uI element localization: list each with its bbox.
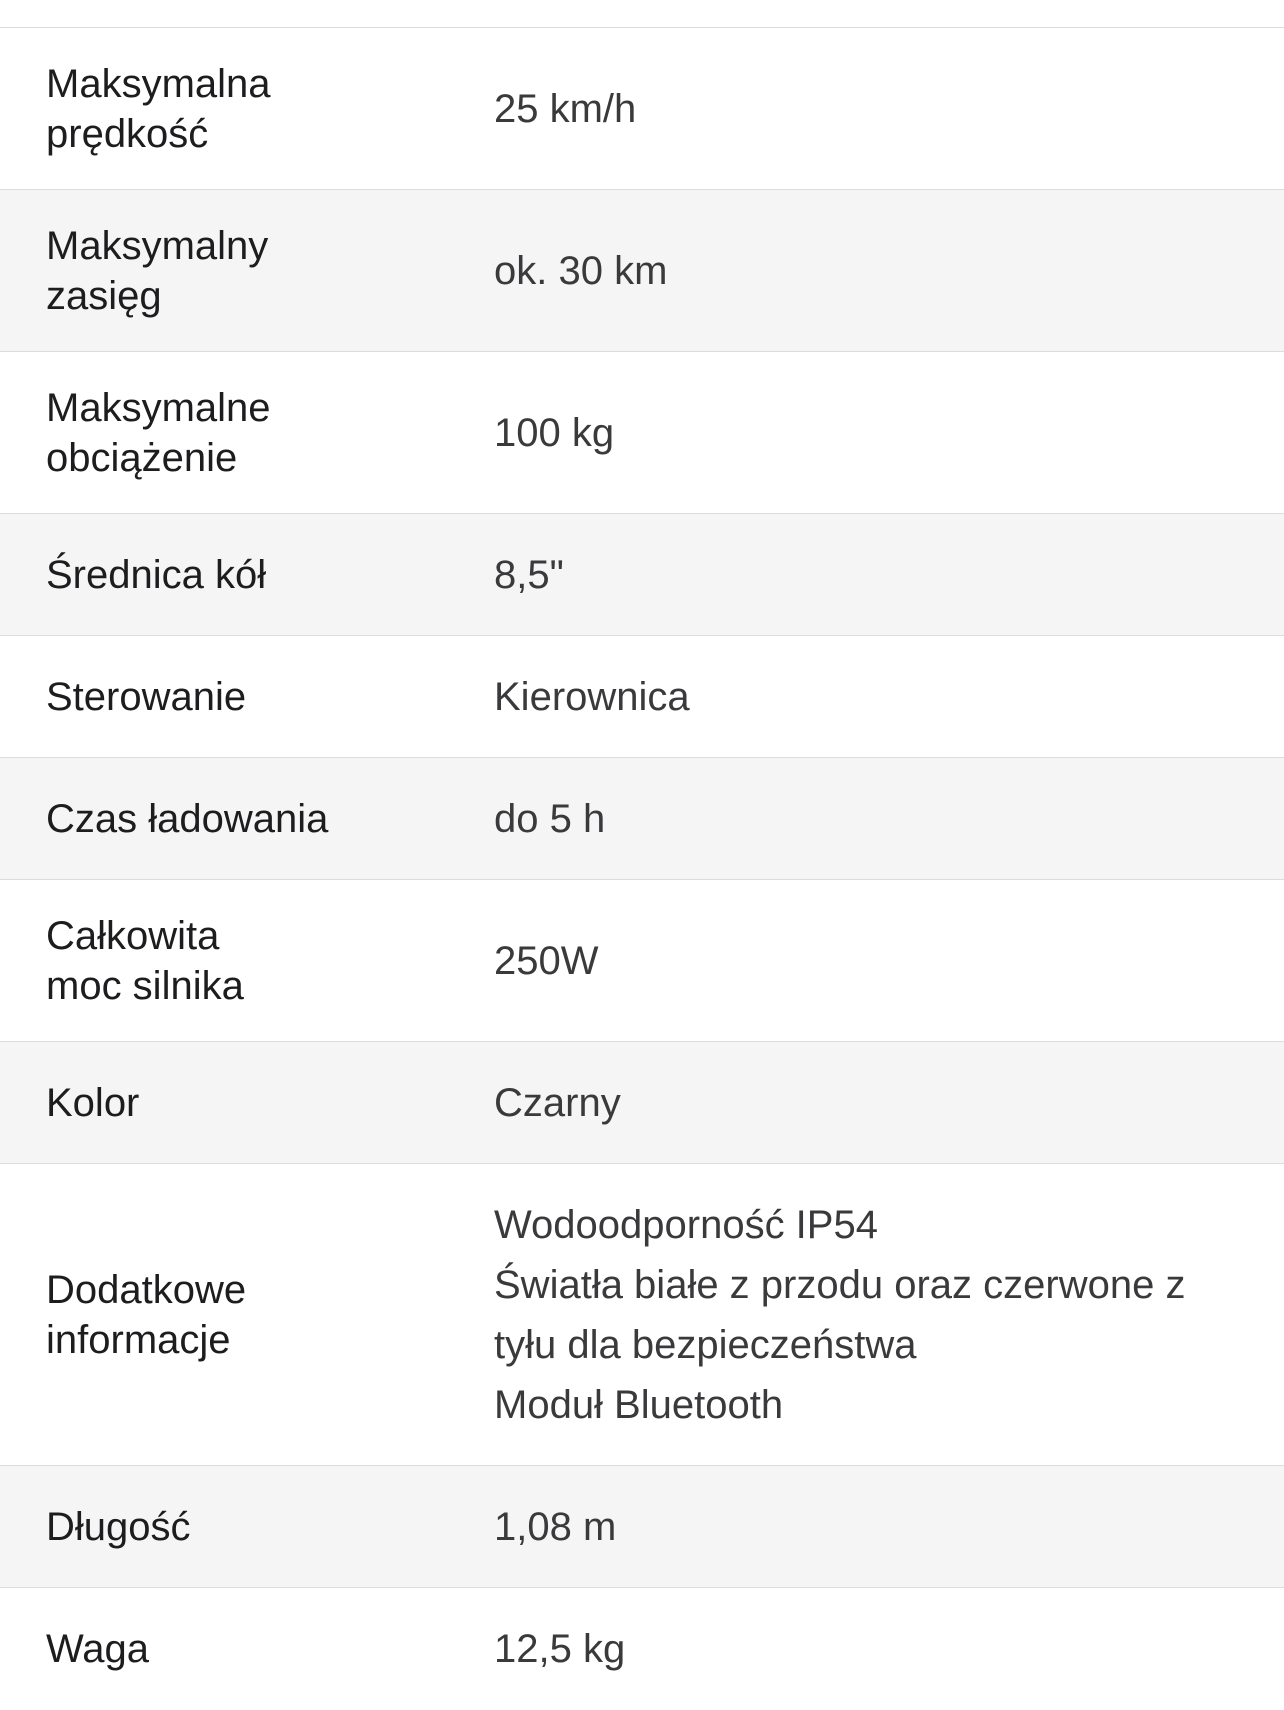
spec-label: Dodatkowe informacje	[46, 1267, 247, 1362]
specification-table	[0, 28, 1284, 1710]
spec-row-length	[0, 1466, 1284, 1588]
spec-label: Całkowita moc silnika	[46, 913, 244, 1008]
spec-row-motor-power	[0, 880, 1284, 1042]
spec-row-max-range	[0, 190, 1284, 352]
spec-row-steering	[0, 636, 1284, 758]
spec-row-weight	[0, 1588, 1284, 1710]
spec-label: Średnica kół	[46, 552, 267, 597]
spec-row-max-speed	[0, 28, 1284, 190]
spec-value: 100 kg	[494, 410, 615, 455]
spec-value: Kierownica	[494, 674, 690, 719]
spec-value: do 5 h	[494, 796, 606, 841]
spec-row-charging-time	[0, 758, 1284, 880]
spec-label: Maksymalny zasięg	[46, 223, 269, 318]
spec-label: Sterowanie	[46, 674, 247, 719]
spec-label: Czas ładowania	[46, 796, 329, 841]
spec-row-wheel-diameter	[0, 514, 1284, 636]
spec-value: 1,08 m	[494, 1504, 617, 1549]
spec-row-color	[0, 1042, 1284, 1164]
spec-label: Maksymalne obciążenie	[46, 385, 271, 480]
spec-label: Długość	[46, 1504, 191, 1549]
spec-label: Waga	[46, 1627, 150, 1671]
spec-value: 250W	[494, 938, 599, 983]
spec-label: Maksymalna prędkość	[46, 61, 271, 156]
spec-value: Wodoodporność IP54 Światła białe z przodu oraz czerwone z tyłu dla bezpieczeństwa Moduł Bluetooth	[494, 1202, 1186, 1427]
spec-value: 12,5 kg	[494, 1627, 626, 1671]
spec-row-additional-info	[0, 1164, 1284, 1466]
spec-value: Czarny	[494, 1080, 621, 1125]
spec-value: 25 km/h	[494, 86, 637, 131]
spec-value: 8,5"	[494, 552, 564, 597]
spec-value: ok. 30 km	[494, 248, 668, 293]
spec-label: Kolor	[46, 1080, 140, 1125]
spec-row-max-load	[0, 352, 1284, 514]
